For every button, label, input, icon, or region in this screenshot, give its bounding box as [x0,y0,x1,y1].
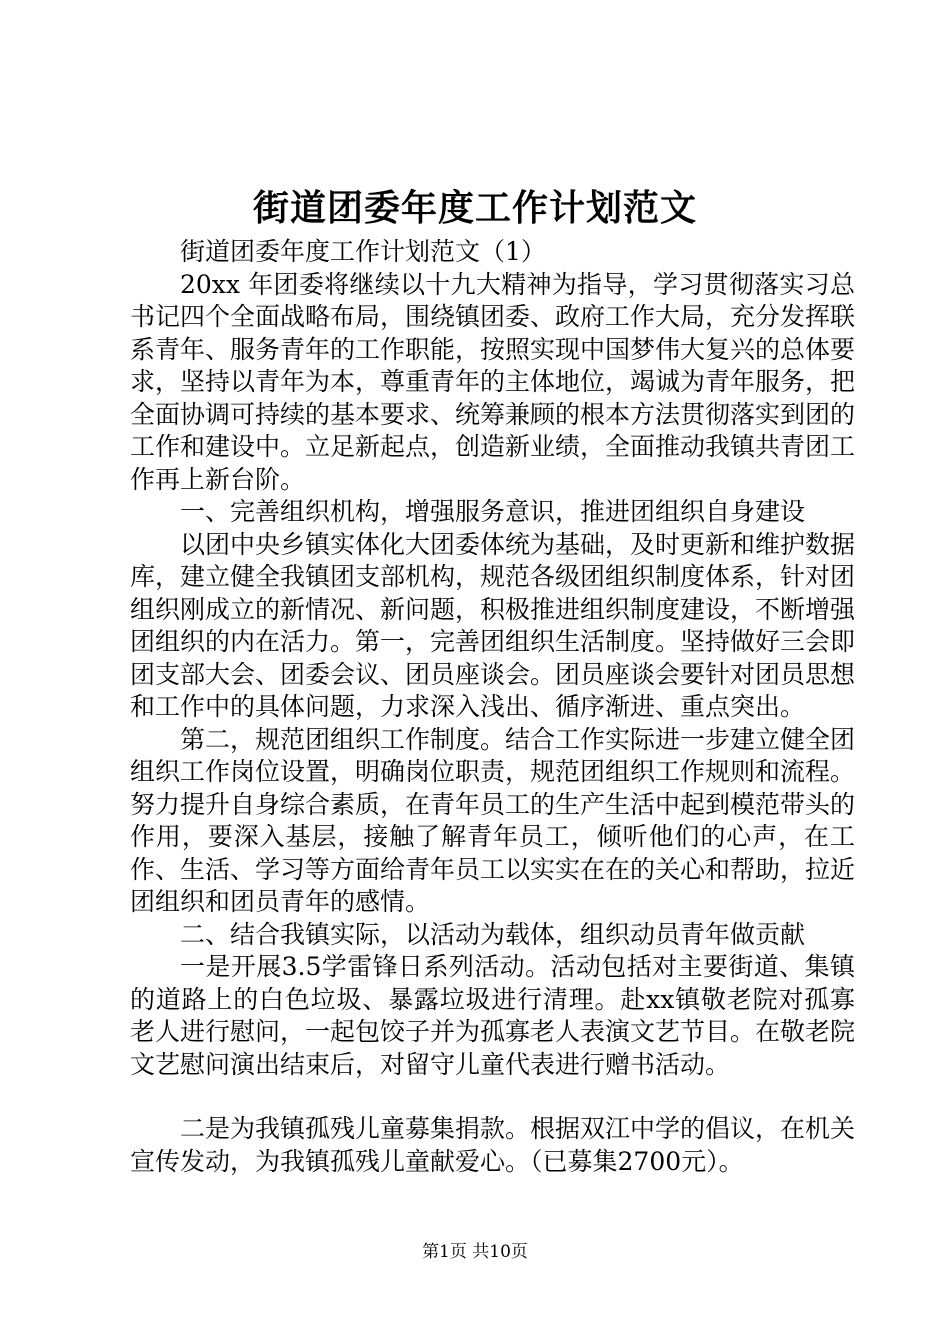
page-number-footer: 第1页 共10页 [422,1242,528,1262]
document-title: 街道团委年度工作计划范文 [252,187,697,229]
section-heading: 二、结合我镇实际，以活动为载体，组织动员青年做贡献 [180,919,806,949]
paragraph: 20xx 年团委将继续以十九大精神为指导，学习贯彻落实习总书记四个全面战略布局，围绕镇团委、政府工作大局，充分发挥联系青年、服务青年的工作职能，按照实现中国梦伟大复兴的总体要求，坚持以青年为本，尊重青年的主体地位，竭诚为青年服务，把全面协调可持续的基本要求、统筹兼顾的根本方法贯彻落实到团的工作和建设中。立足新起点，创造新业绩，全面推动我镇共青团工作再上新台阶。 [130,269,856,494]
section-heading: 一、完善组织机构，增强服务意识，推进团组织自身建设 [180,497,806,526]
paragraph: 一是开展3.5学雷锋日系列活动。活动包括对主要街道、集镇的道路上的白色垃圾、暴露垃圾进行清理。赴xx镇敬老院对孤寡老人进行慰问，一起包饺子并为孤寡老人表演文艺节目。在敬老院文艺慰问演出结束后，对留守儿童代表进行赠书活动。 [130,952,856,1079]
paragraph: 以团中央乡镇实体化大团委体统为基础，及时更新和维护数据库，建立健全我镇团支部机构，规范各级团组织制度体系，针对团组织刚成立的新情况、新问题，积极推进组织制度建设，不断增强团组织的内在活力。第一，完善团组织生活制度。坚持做好三会即团支部大会、团委会议、团员座谈会。团员座谈会要针对团员思想和工作中的具体问题，力求深入浅出、循序渐进、重点突出。 [130,529,856,721]
paragraph: 第二，规范团组织工作制度。结合工作实际进一步建立健全团组织工作岗位设置，明确岗位职责，规范团组织工作规则和流程。努力提升自身综合素质，在青年员工的生产生活中起到模范带头的作用，要深入基层，接触了解青年员工，倾听他们的心声，在工作、生活、学习等方面给青年员工以实实在在的关心和帮助，拉近团组织和团员青年的感情。 [130,724,856,916]
section-heading: 街道团委年度工作计划范文（1） [180,237,546,266]
document-body [130,236,855,1178]
paragraph: 二是为我镇孤残儿童募集捐款。根据双江中学的倡议，在机关宣传发动，为我镇孤残儿童献爱心。（已募集2700元）。 [130,1114,856,1176]
